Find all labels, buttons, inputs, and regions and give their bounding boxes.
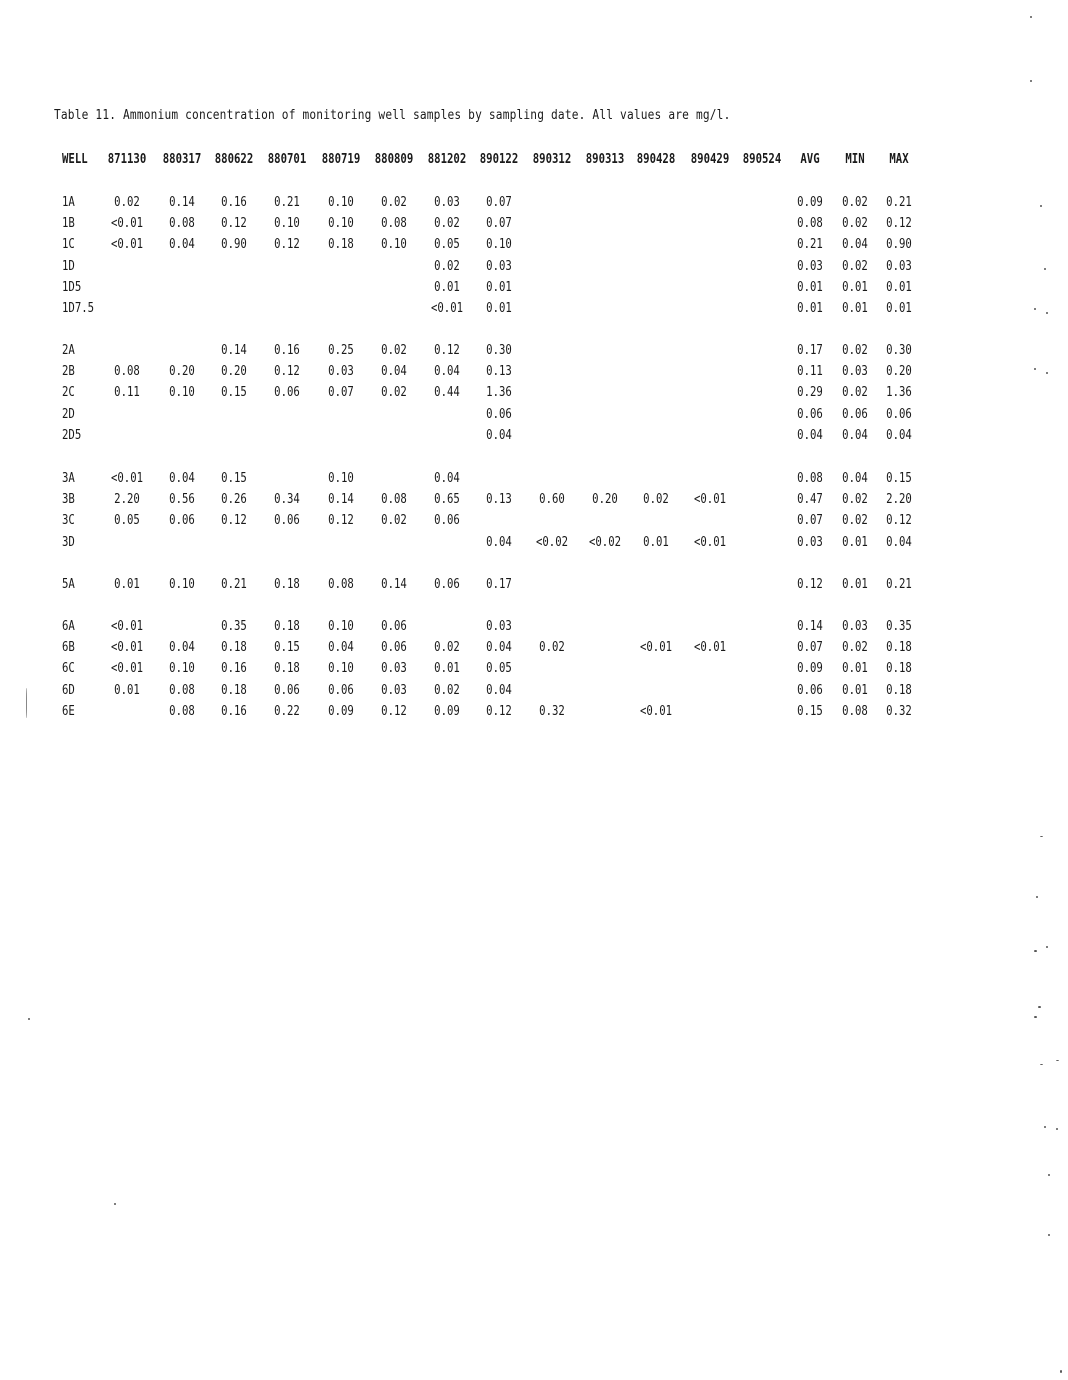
table-cell: 0.02 (842, 513, 868, 529)
table-cell: 0.18 (274, 661, 300, 677)
table-cell: 0.03 (797, 258, 823, 274)
table-cell: 0.10 (328, 216, 354, 232)
table-cell: 0.06 (381, 640, 407, 656)
table-cell: 0.04 (486, 534, 512, 550)
well-id: 1A (62, 195, 75, 210)
table-cell: 0.12 (434, 343, 460, 358)
table-cell: 0.03 (842, 619, 868, 634)
table-cell: 0.04 (381, 364, 407, 380)
table-cell: 0.12 (381, 703, 407, 719)
table-cell: 0.21 (886, 577, 912, 592)
table-cell: 0.12 (886, 513, 912, 529)
table-cell: 0.10 (169, 577, 195, 592)
table-cell: 0.05 (114, 513, 140, 529)
table-cell: <0.01 (110, 216, 144, 232)
table-cell: 0.07 (797, 513, 823, 529)
column-header: 890429 (690, 152, 730, 167)
table-cell: 0.04 (486, 427, 512, 443)
table-cell: 0.03 (842, 364, 868, 380)
table-cell: 0.07 (328, 385, 354, 401)
table-caption: Table 11. Ammonium concentration of monitoring well samples by sampling date. All values are mg/l. (54, 108, 731, 123)
table-cell: 0.06 (486, 406, 512, 422)
table-cell: 0.02 (434, 640, 460, 656)
table-cell: 0.04 (169, 237, 195, 253)
table-cell: 0.02 (643, 492, 669, 508)
table-cell: <0.02 (588, 534, 622, 550)
table-cell: 0.17 (486, 577, 512, 592)
table-cell: 0.18 (886, 640, 912, 656)
scan-speck (1040, 836, 1043, 837)
table-cell: 0.20 (886, 364, 912, 380)
table-cell: 0.04 (842, 427, 868, 443)
table-cell: 0.10 (169, 661, 195, 677)
table-cell: <0.01 (693, 534, 727, 550)
table-cell: 0.16 (274, 343, 300, 358)
table-cell: 0.06 (169, 513, 195, 529)
table-cell: 0.01 (114, 682, 140, 698)
well-id: 5A (62, 577, 75, 592)
well-id: 2D (62, 406, 75, 422)
table-cell: 0.17 (797, 343, 823, 358)
table-cell: 0.12 (886, 216, 912, 232)
table-cell: 0.05 (434, 237, 460, 253)
table-cell: 0.06 (797, 682, 823, 698)
table-cell: 0.20 (169, 364, 195, 380)
table-cell: 0.04 (169, 471, 195, 486)
table-cell: 0.02 (842, 492, 868, 508)
scan-speck (1056, 1060, 1059, 1061)
table-cell: 0.44 (434, 385, 460, 401)
table-cell: 0.03 (797, 534, 823, 550)
table-cell: 0.10 (381, 237, 407, 253)
table-cell: 0.02 (434, 216, 460, 232)
table-cell: 0.14 (381, 577, 407, 592)
well-id: 3C (62, 513, 75, 529)
column-header: MIN (845, 152, 865, 167)
table-cell: 0.18 (886, 682, 912, 698)
table-cell: 0.04 (434, 471, 460, 486)
table-cell: 0.06 (842, 406, 868, 422)
well-id: 6D (62, 682, 75, 698)
well-id: 3D (62, 534, 75, 550)
table-cell: 0.16 (221, 703, 247, 719)
table-cell: 0.10 (169, 385, 195, 401)
well-id: 6B (62, 640, 75, 656)
table-cell: 0.09 (328, 703, 354, 719)
table-cell: 0.01 (842, 279, 868, 295)
table-cell: 0.13 (486, 364, 512, 380)
scan-speck (1048, 1234, 1050, 1236)
table-cell: 0.09 (797, 661, 823, 677)
table-cell: 0.01 (434, 661, 460, 677)
table-cell: 0.01 (643, 534, 669, 550)
scan-speck (28, 1018, 30, 1020)
table-cell: 0.65 (434, 492, 460, 508)
scan-speck (1046, 372, 1048, 374)
table-cell: 0.15 (886, 471, 912, 486)
column-header: 890428 (636, 152, 676, 167)
table-cell: 0.01 (434, 279, 460, 295)
table-cell: 0.14 (221, 343, 247, 358)
table-cell: 0.08 (797, 471, 823, 486)
table-cell: 0.08 (114, 364, 140, 380)
scan-speck (1048, 1174, 1050, 1176)
table-cell: 0.01 (842, 534, 868, 550)
scan-speck (1036, 896, 1038, 898)
table-cell: 0.25 (328, 343, 354, 358)
column-header: AVG (800, 152, 820, 167)
table-cell: 0.02 (842, 258, 868, 274)
table-cell: 0.10 (328, 195, 354, 210)
well-id: 1D5 (62, 279, 82, 295)
column-header: 880809 (374, 152, 414, 167)
table-cell: <0.01 (110, 661, 144, 677)
table-cell: 0.08 (797, 216, 823, 232)
table-cell: 0.11 (114, 385, 140, 401)
table-cell: 0.02 (434, 258, 460, 274)
table-cell: 0.07 (797, 640, 823, 656)
table-cell: 0.12 (797, 577, 823, 592)
table-cell: 0.10 (328, 619, 354, 634)
scan-speck (1044, 1126, 1046, 1128)
table-cell: 0.02 (381, 513, 407, 529)
table-cell: 0.02 (842, 640, 868, 656)
well-id: 1D (62, 258, 75, 274)
table-cell: 0.04 (486, 682, 512, 698)
table-cell: 0.13 (486, 492, 512, 508)
scan-speck (1044, 268, 1046, 270)
table-cell: 0.01 (486, 301, 512, 316)
table-cell: 0.03 (486, 619, 512, 634)
table-cell: 0.01 (842, 682, 868, 698)
table-cell: 0.12 (221, 216, 247, 232)
table-cell: 0.12 (486, 703, 512, 719)
column-header: 881202 (427, 152, 467, 167)
scan-speck (1034, 1016, 1037, 1018)
table-cell: 0.03 (486, 258, 512, 274)
well-id: 2B (62, 364, 75, 380)
scan-speck (1046, 946, 1048, 948)
table-cell: 2.20 (114, 492, 140, 508)
table-cell: 0.06 (274, 385, 300, 401)
table-cell: 0.02 (539, 640, 565, 656)
table-cell: 0.12 (221, 513, 247, 529)
table-cell: <0.02 (535, 534, 569, 550)
column-header: 880719 (321, 152, 361, 167)
table-cell: 0.56 (169, 492, 195, 508)
table-cell: 0.01 (886, 279, 912, 295)
well-id: 3A (62, 471, 75, 486)
table-cell: <0.01 (110, 619, 144, 634)
table-cell: 0.16 (221, 661, 247, 677)
table-cell: 0.02 (842, 216, 868, 232)
scan-speck (1034, 368, 1036, 370)
table-cell: 0.10 (486, 237, 512, 253)
table-cell: 0.20 (221, 364, 247, 380)
table-cell: 0.12 (328, 513, 354, 529)
table-cell: 0.11 (797, 364, 823, 380)
table-cell: 0.08 (169, 703, 195, 719)
scan-speck (1056, 1128, 1058, 1130)
table-cell: 0.10 (328, 471, 354, 486)
scan-speck (1060, 1370, 1062, 1373)
table-cell: 0.32 (539, 703, 565, 719)
scan-speck (1030, 16, 1032, 18)
table-cell: 0.02 (381, 343, 407, 358)
well-id: 6A (62, 619, 75, 634)
scan-speck (1040, 1064, 1043, 1065)
table-cell: 0.06 (274, 682, 300, 698)
scan-speck (1034, 950, 1037, 952)
table-cell: 0.04 (434, 364, 460, 380)
column-header: 890313 (585, 152, 625, 167)
table-cell: 0.06 (328, 682, 354, 698)
table-cell: 0.90 (221, 237, 247, 253)
table-cell: 0.02 (114, 195, 140, 210)
table-cell: 2.20 (886, 492, 912, 508)
column-header: MAX (889, 152, 909, 167)
table-cell: 0.06 (434, 513, 460, 529)
table-cell: 1.36 (886, 385, 912, 401)
table-cell: 0.18 (274, 619, 300, 634)
table-cell: 0.01 (486, 279, 512, 295)
table-cell: 0.10 (274, 216, 300, 232)
table-cell: 0.10 (328, 661, 354, 677)
well-id: 2C (62, 385, 75, 401)
well-id: 3B (62, 492, 75, 508)
table-cell: 0.01 (797, 279, 823, 295)
table-cell: 0.34 (274, 492, 300, 508)
table-cell: 0.15 (274, 640, 300, 656)
table-cell: 0.21 (886, 195, 912, 210)
table-cell: 0.07 (486, 216, 512, 232)
table-cell: 0.06 (797, 406, 823, 422)
table-cell: 0.01 (886, 301, 912, 316)
table-cell: 0.04 (842, 471, 868, 486)
table-cell: 0.03 (434, 195, 460, 210)
table-cell: 0.08 (842, 703, 868, 719)
scan-speck (1030, 80, 1032, 82)
well-id: 2D5 (62, 427, 82, 443)
table-cell: 0.12 (274, 364, 300, 380)
table-cell: 0.18 (328, 237, 354, 253)
table-cell: 0.01 (842, 661, 868, 677)
well-id: 1D7.5 (62, 301, 95, 316)
table-cell: 0.21 (274, 195, 300, 210)
column-header: 880622 (214, 152, 254, 167)
scan-speck (1040, 205, 1042, 207)
table-cell: 0.15 (221, 471, 247, 486)
scan-speck (1034, 308, 1036, 310)
table-cell: 0.06 (434, 577, 460, 592)
table-cell: 0.08 (381, 216, 407, 232)
table-cell: 0.08 (381, 492, 407, 508)
table-cell: 0.08 (169, 682, 195, 698)
table-cell: 0.09 (797, 195, 823, 210)
scan-speck (1046, 312, 1048, 314)
well-id: 2A (62, 343, 75, 358)
table-cell: 0.08 (328, 577, 354, 592)
column-header: 880701 (267, 152, 307, 167)
column-header: 890524 (742, 152, 782, 167)
table-cell: 0.22 (274, 703, 300, 719)
table-cell: <0.01 (639, 703, 673, 719)
table-cell: 1.36 (486, 385, 512, 401)
table-cell: <0.01 (693, 492, 727, 508)
table-cell: 0.35 (221, 619, 247, 634)
table-cell: 0.14 (797, 619, 823, 634)
table-cell: <0.01 (639, 640, 673, 656)
table-cell: 0.18 (221, 640, 247, 656)
scan-speck (1038, 1006, 1041, 1008)
table-cell: 0.15 (221, 385, 247, 401)
table-cell: 0.14 (328, 492, 354, 508)
column-header: 890312 (532, 152, 572, 167)
table-cell: <0.01 (110, 471, 144, 486)
table-cell: 0.03 (381, 682, 407, 698)
table-cell: <0.01 (110, 640, 144, 656)
table-cell: 0.01 (797, 301, 823, 316)
table-cell: 0.18 (221, 682, 247, 698)
table-cell: 0.03 (381, 661, 407, 677)
table-cell: 0.32 (886, 703, 912, 719)
table-cell: <0.01 (110, 237, 144, 253)
table-cell: 0.06 (381, 619, 407, 634)
table-cell: 0.18 (886, 661, 912, 677)
table-cell: 0.06 (886, 406, 912, 422)
table-cell: 0.02 (434, 682, 460, 698)
table-cell: 0.35 (886, 619, 912, 634)
table-cell: 0.01 (842, 577, 868, 592)
table-cell: 0.08 (169, 216, 195, 232)
table-cell: 0.04 (886, 534, 912, 550)
table-cell: 0.16 (221, 195, 247, 210)
table-cell: 0.02 (381, 195, 407, 210)
scan-speck (114, 1203, 116, 1205)
table-cell: 0.30 (486, 343, 512, 358)
table-cell: 0.07 (486, 195, 512, 210)
table-cell: 0.30 (886, 343, 912, 358)
table-cell: 0.04 (486, 640, 512, 656)
table-cell: 0.04 (842, 237, 868, 253)
table-cell: 0.01 (842, 301, 868, 316)
table-cell: 0.03 (886, 258, 912, 274)
table-cell: <0.01 (693, 640, 727, 656)
table-cell: 0.29 (797, 385, 823, 401)
well-id: 1B (62, 216, 75, 232)
table-cell: 0.15 (797, 703, 823, 719)
table-cell: 0.04 (169, 640, 195, 656)
well-id: 6E (62, 703, 75, 719)
column-header: WELL (62, 152, 88, 167)
scan-speck (26, 688, 28, 718)
table-cell: 0.26 (221, 492, 247, 508)
table-cell: 0.01 (114, 577, 140, 592)
table-cell: 0.21 (797, 237, 823, 253)
table-cell: 0.09 (434, 703, 460, 719)
table-cell: 0.04 (797, 427, 823, 443)
column-header: 871130 (107, 152, 147, 167)
table-cell: 0.14 (169, 195, 195, 210)
table-cell: 0.04 (886, 427, 912, 443)
table-cell: 0.21 (221, 577, 247, 592)
table-cell: 0.20 (592, 492, 618, 508)
table-cell: 0.47 (797, 492, 823, 508)
table-cell: 0.02 (842, 385, 868, 401)
table-cell: 0.02 (842, 343, 868, 358)
well-id: 1C (62, 237, 75, 253)
column-header: 890122 (479, 152, 519, 167)
table-cell: 0.04 (328, 640, 354, 656)
table-cell: 0.03 (328, 364, 354, 380)
table-cell: 0.02 (381, 385, 407, 401)
table-cell: 0.12 (274, 237, 300, 253)
table-cell: <0.01 (430, 301, 464, 316)
table-cell: 0.02 (842, 195, 868, 210)
table-cell: 0.05 (486, 661, 512, 677)
well-id: 6C (62, 661, 75, 677)
table-cell: 0.06 (274, 513, 300, 529)
table-cell: 0.90 (886, 237, 912, 253)
table-cell: 0.18 (274, 577, 300, 592)
column-header: 880317 (162, 152, 202, 167)
table-cell: 0.60 (539, 492, 565, 508)
